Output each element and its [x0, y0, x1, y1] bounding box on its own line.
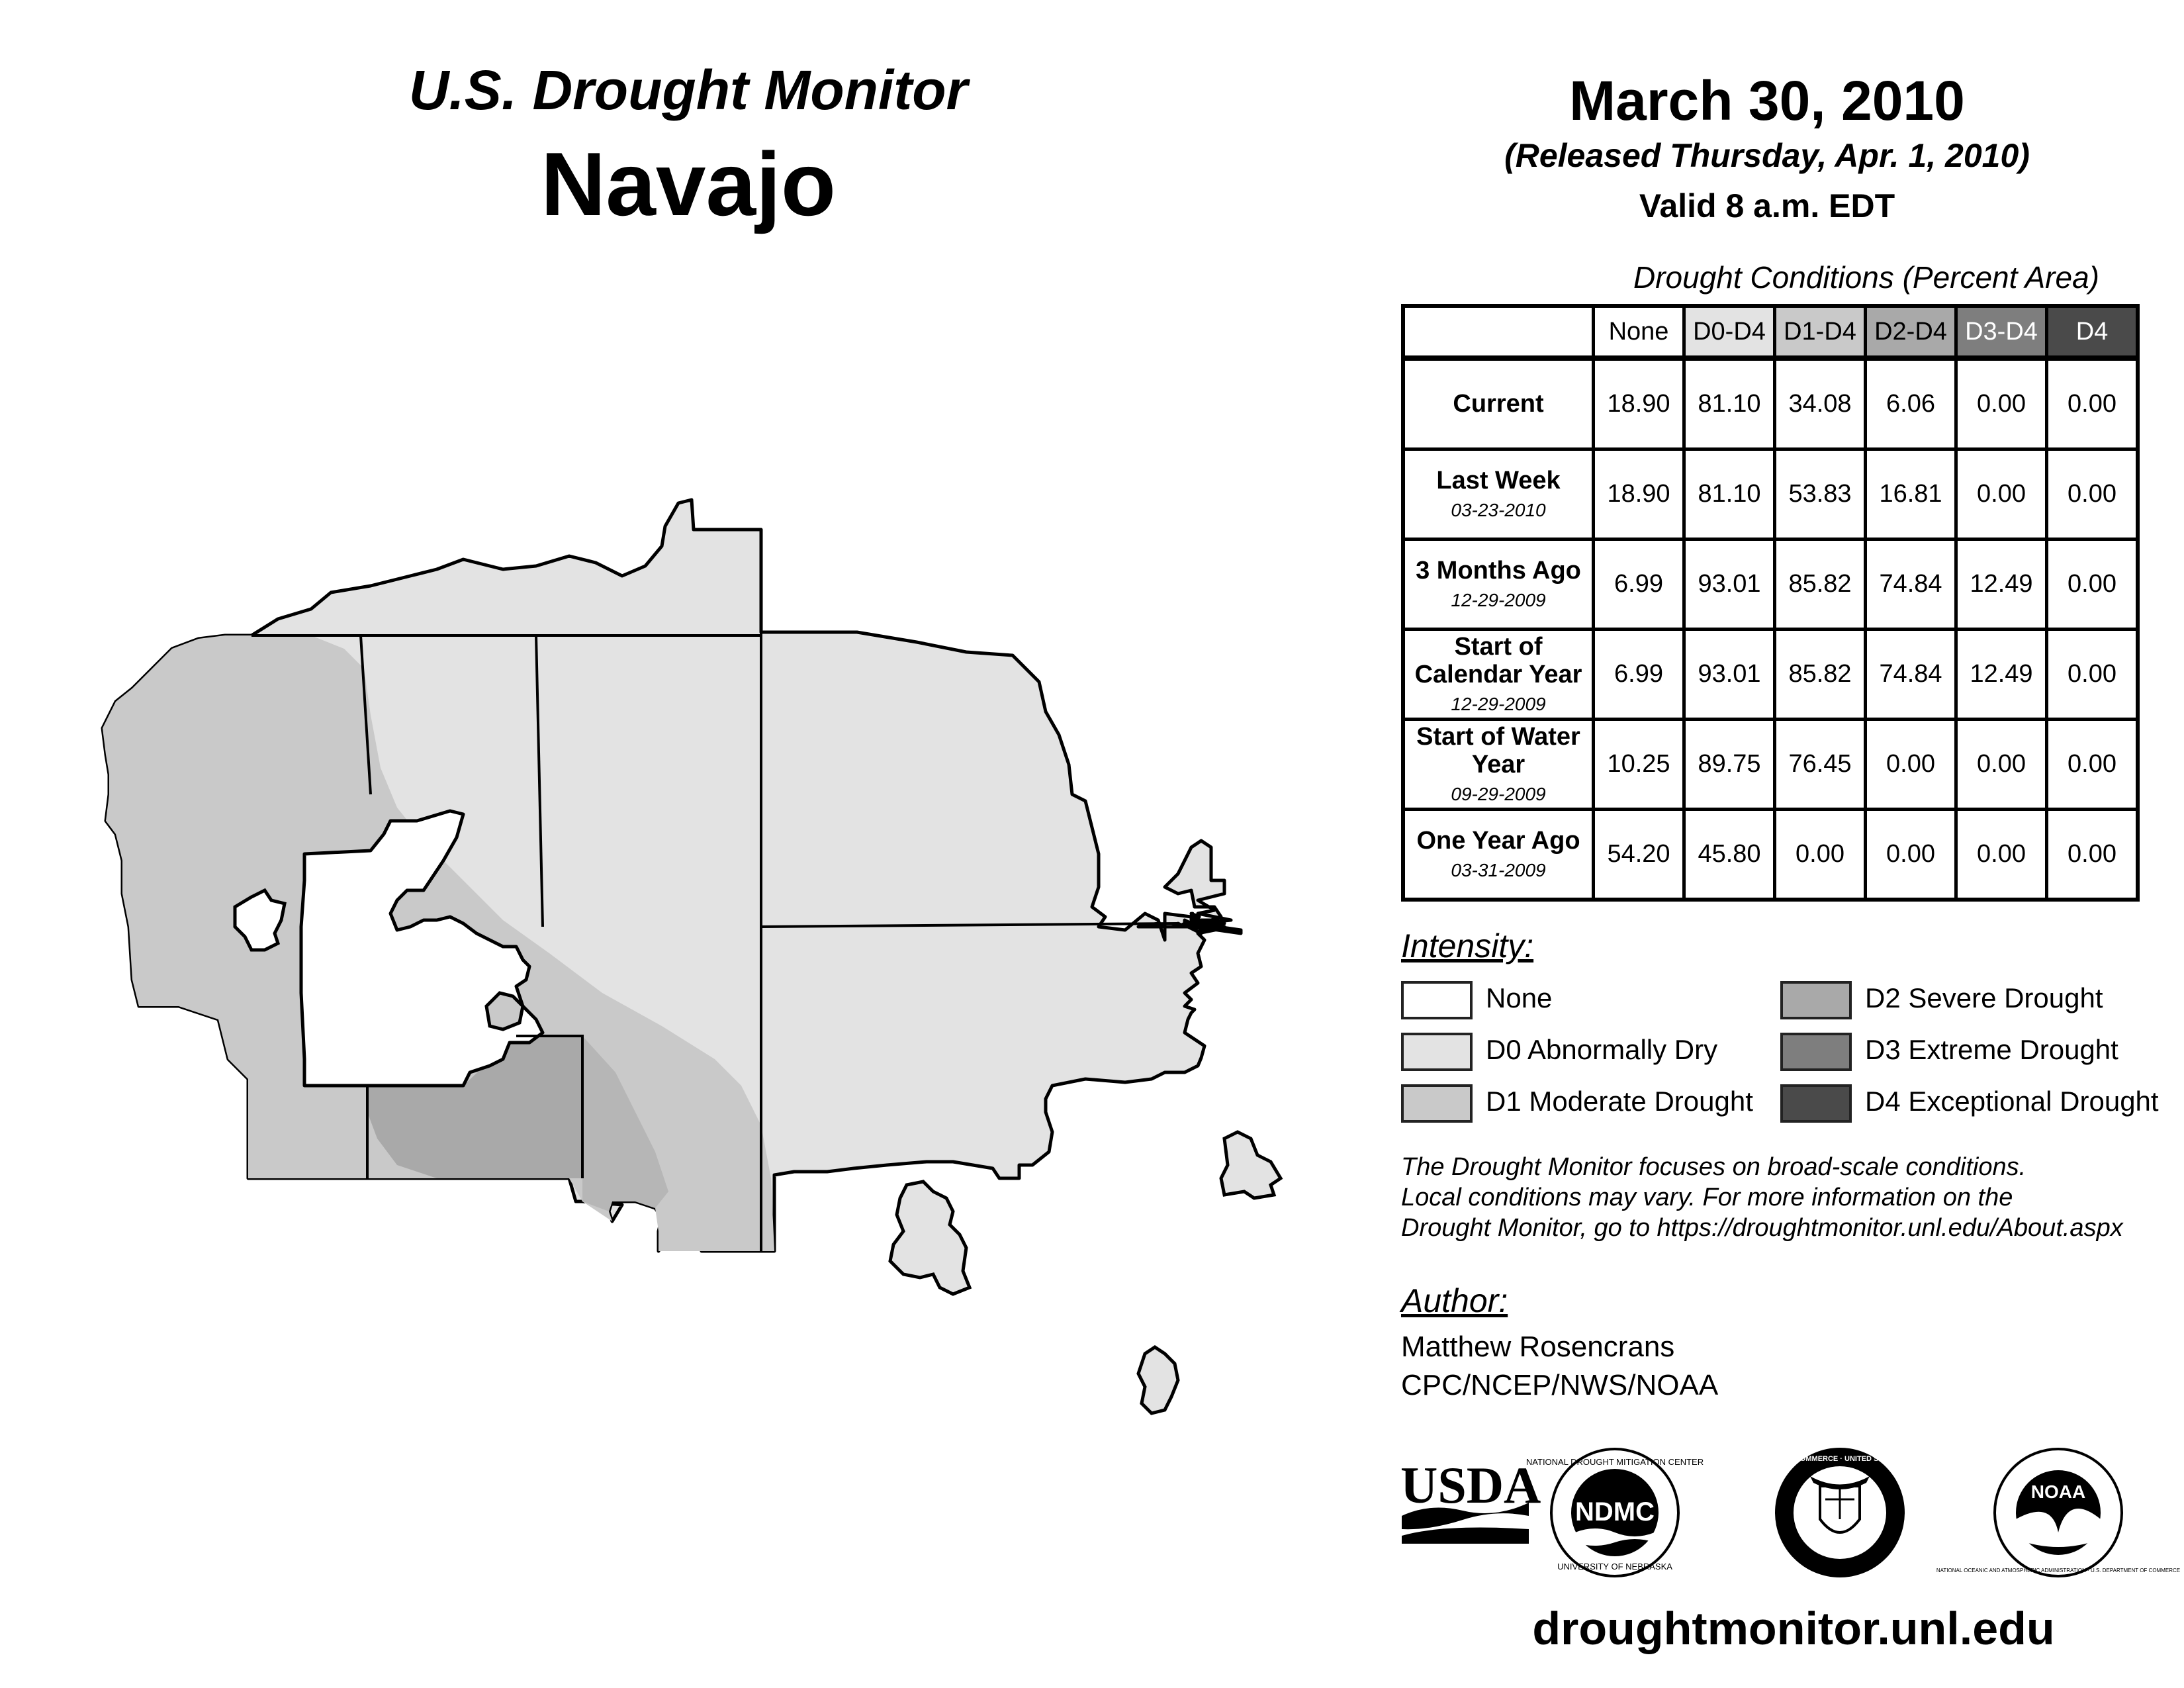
table-cell: 0.00	[2047, 630, 2138, 720]
table-cell: 0.00	[1866, 810, 1956, 900]
table-cell: 89.75	[1684, 720, 1775, 810]
table-caption: Drought Conditions (Percent Area)	[1633, 260, 2099, 295]
row-date: 03-23-2010	[1451, 500, 1546, 520]
table-cell: 0.00	[2047, 449, 2138, 539]
table-row	[1403, 358, 2138, 449]
table-row	[1403, 720, 2138, 810]
row-date: 09-29-2009	[1451, 783, 1546, 804]
map-island-d1	[486, 993, 523, 1029]
table-row	[1403, 810, 2138, 900]
table-cell: 74.84	[1866, 539, 1956, 630]
table-cell: 0.00	[2047, 810, 2138, 900]
legend-label: D3 Extreme Drought	[1865, 1034, 2118, 1065]
map-island-d0	[1221, 1132, 1281, 1198]
table-cell: 81.10	[1684, 449, 1775, 539]
column-header: D4	[2047, 306, 2138, 358]
table-cell: 93.01	[1684, 539, 1775, 630]
table-cell: 0.00	[2047, 720, 2138, 810]
row-label-text: 3 Months Ago	[1416, 557, 1581, 585]
svg-text:UNIVERSITY OF NEBRASKA: UNIVERSITY OF NEBRASKA	[1557, 1562, 1672, 1571]
table-cell: 81.10	[1684, 358, 1775, 449]
row-label-text: Last Week	[1436, 467, 1561, 495]
table-cell: 0.00	[1956, 449, 2047, 539]
table-header-row	[1403, 306, 2138, 358]
row-label-text: Start of Calendar Year	[1414, 633, 1582, 689]
column-header: None	[1594, 306, 1684, 358]
table-cell: 6.06	[1866, 358, 1956, 449]
agency-logos	[1390, 1436, 2181, 1595]
table-row	[1403, 630, 2138, 720]
column-header: D0-D4	[1684, 306, 1775, 358]
map-date: March 30, 2010	[1569, 70, 1965, 132]
legend-title: Intensity:	[1401, 927, 1534, 964]
valid-time: Valid 8 a.m. EDT	[1639, 187, 1895, 224]
column-header: D1-D4	[1775, 306, 1866, 358]
legend-label: D0 Abnormally Dry	[1486, 1034, 1718, 1065]
table-cell: 6.99	[1594, 630, 1684, 720]
table-row	[1403, 539, 2138, 630]
usda-logo	[1400, 1456, 1541, 1544]
row-label-text: Current	[1453, 389, 1544, 418]
legend-label: D4 Exceptional Drought	[1865, 1086, 2159, 1117]
drought-conditions-table	[1401, 304, 2140, 902]
svg-text:NOAA: NOAA	[2030, 1481, 2086, 1502]
svg-text:USDA: USDA	[1400, 1456, 1541, 1514]
svg-text:NDMC: NDMC	[1575, 1497, 1655, 1526]
legend-swatch-d0	[1401, 1033, 1473, 1071]
legend-swatch-d3	[1780, 1033, 1852, 1071]
legend-swatch-none	[1401, 981, 1473, 1019]
column-header: D2-D4	[1866, 306, 1956, 358]
column-header: D3-D4	[1956, 306, 2047, 358]
row-label	[1403, 358, 1594, 449]
region-title: Navajo	[541, 134, 836, 234]
row-label	[1403, 539, 1594, 630]
release-note: (Released Thursday, Apr. 1, 2010)	[1504, 137, 2030, 174]
table-cell: 0.00	[1956, 358, 2047, 449]
table-cell: 0.00	[1866, 720, 1956, 810]
noaa-logo	[1936, 1449, 2180, 1576]
row-date: 12-29-2009	[1451, 693, 1546, 714]
ndmc-logo	[1526, 1449, 1704, 1576]
row-label	[1403, 449, 1594, 539]
row-date: 12-29-2009	[1451, 590, 1546, 610]
table-cell: 16.81	[1866, 449, 1956, 539]
table-cell: 34.08	[1775, 358, 1866, 449]
legend-label: D1 Moderate Drought	[1486, 1086, 1753, 1117]
table-cell: 93.01	[1684, 630, 1775, 720]
table-cell: 85.82	[1775, 630, 1866, 720]
table-cell: 10.25	[1594, 720, 1684, 810]
map-island-d0	[890, 1182, 970, 1294]
table-cell: 0.00	[2047, 539, 2138, 630]
legend-label: None	[1486, 982, 1553, 1013]
svg-text:NATIONAL DROUGHT MITIGATION CE: NATIONAL DROUGHT MITIGATION CENTER	[1525, 1457, 1704, 1467]
disclaimer-note	[1401, 1152, 2162, 1243]
row-label	[1403, 630, 1594, 720]
table-cell: 54.20	[1594, 810, 1684, 900]
legend-swatch-d2	[1780, 981, 1852, 1019]
svg-text:NATIONAL OCEANIC AND ATMOSPHER: NATIONAL OCEANIC AND ATMOSPHERIC ADMINISTRATION · U.S. DEPARTMENT OF COMMERCE	[1936, 1568, 2181, 1573]
table-cell: 0.00	[1956, 810, 2047, 900]
table-cell: 0.00	[1956, 720, 2047, 810]
note-line: Drought Monitor, go to https://droughtmonitor.unl.edu/About.aspx	[1401, 1214, 2123, 1242]
monitor-title: U.S. Drought Monitor	[408, 59, 968, 121]
website-link[interactable]: droughtmonitor.unl.edu	[1532, 1603, 2055, 1654]
doc-seal-logo	[1731, 1448, 1949, 1577]
table-cell: 74.84	[1866, 630, 1956, 720]
legend-swatch-d1	[1401, 1084, 1473, 1123]
table-cell: 85.82	[1775, 539, 1866, 630]
table-cell: 45.80	[1684, 810, 1775, 900]
row-label-text: Start of Water Year	[1416, 723, 1580, 779]
author-name: Matthew Rosencrans	[1401, 1331, 1675, 1363]
table-cell: 12.49	[1956, 630, 2047, 720]
table-cell: 12.49	[1956, 539, 2047, 630]
svg-text:DEPARTMENT OF COMMERCE · UNITE: DEPARTMENT OF COMMERCE · UNITED STATES OF AMERICA	[1730, 1455, 1950, 1463]
legend-label: D2 Severe Drought	[1865, 982, 2103, 1013]
table-cell: 0.00	[1775, 810, 1866, 900]
table-cell: 53.83	[1775, 449, 1866, 539]
row-label	[1403, 810, 1594, 900]
note-line: The Drought Monitor focuses on broad-scale conditions.	[1401, 1153, 2026, 1181]
row-date: 03-31-2009	[1451, 860, 1546, 880]
table-cell: 6.99	[1594, 539, 1684, 630]
table-cell: 18.90	[1594, 358, 1684, 449]
author-organization: CPC/NCEP/NWS/NOAA	[1401, 1369, 1719, 1401]
table-cell: 76.45	[1775, 720, 1866, 810]
table-cell: 0.00	[2047, 358, 2138, 449]
table-cell: 18.90	[1594, 449, 1684, 539]
author-heading: Author:	[1401, 1282, 1508, 1319]
map-island-d0	[1138, 1347, 1178, 1413]
row-label-text: One Year Ago	[1416, 827, 1580, 855]
table-corner	[1403, 306, 1594, 358]
legend-swatch-d4	[1780, 1084, 1852, 1123]
table-row	[1403, 449, 2138, 539]
row-label	[1403, 720, 1594, 810]
note-line: Local conditions may vary. For more information on the	[1401, 1184, 2013, 1211]
